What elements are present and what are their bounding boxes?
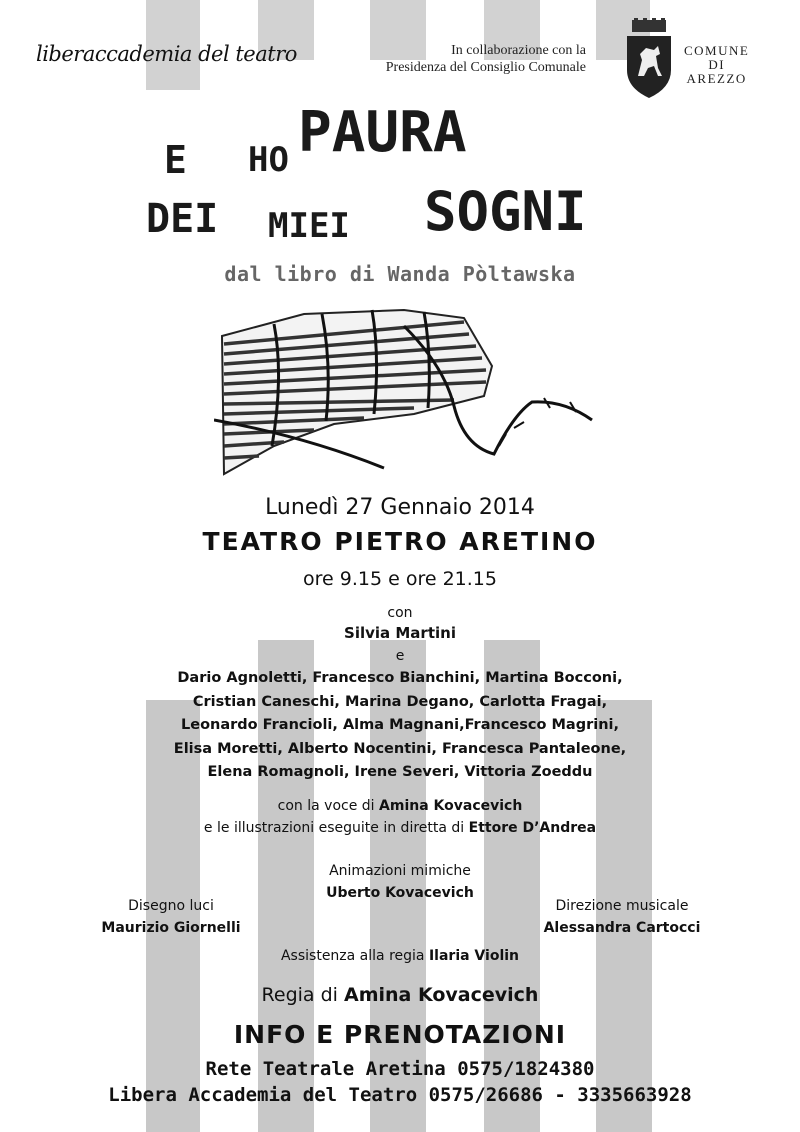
credit-and: e — [395, 648, 405, 664]
direction-name: Amina Kovacevich — [343, 984, 539, 1006]
direction-credit — [0, 984, 800, 1006]
lead-actor: Silvia Martini — [344, 624, 456, 642]
assistant-credit — [0, 945, 800, 967]
comune-label — [684, 44, 749, 86]
cast-list — [0, 667, 800, 785]
lights-credit — [86, 895, 256, 939]
mime-label: Animazioni mimiche — [329, 863, 471, 879]
title-word: MIEI — [268, 206, 350, 246]
direction-label: Regia di — [261, 984, 344, 1006]
collaboration-note — [386, 42, 586, 76]
lights-name: Maurizio Giornelli — [101, 920, 241, 936]
cast-line: Elena Romagnoli, Irene Severi, Vittoria Zoeddu — [207, 764, 593, 780]
info-phone-rete: Rete Teatrale Aretina 0575/1824380 — [205, 1058, 595, 1080]
title-word: SOGNI — [424, 180, 587, 243]
voice-name: Amina Kovacevich — [379, 798, 523, 814]
comune-line: DI — [708, 57, 726, 72]
title-word: PAURA — [298, 100, 467, 165]
music-label: Direzione musicale — [555, 898, 689, 914]
cast-line: Dario Agnoletti, Francesco Bianchini, Martina Bocconi, — [177, 670, 623, 686]
event-venue: TEATRO PIETRO ARETINO — [202, 527, 598, 556]
illustrations-credit — [0, 817, 800, 839]
barbed-wire-uniform-illustration — [214, 296, 604, 486]
comune-line: AREZZO — [686, 71, 747, 86]
cast-line: Elisa Moretti, Alberto Nocentini, Francesca Pantaleone, — [173, 740, 627, 757]
voice-credit — [0, 795, 800, 817]
title-word: DEI — [146, 196, 219, 242]
info-phone-libera: Libera Accademia del Teatro 0575/26686 - 3335663928 — [108, 1084, 692, 1106]
illustrations-label: e le illustrazioni eseguite in diretta di — [203, 820, 469, 836]
lights-label: Disegno luci — [128, 898, 214, 914]
illustrations-name: Ettore D’Andrea — [468, 820, 597, 836]
collaboration-line: In collaborazione con la — [451, 43, 586, 58]
assist-name: Ilaria Violin — [428, 948, 520, 964]
assist-label: Assistenza alla regia — [280, 948, 429, 964]
subtitle: dal libro di Wanda Pòltawska — [224, 262, 576, 286]
info-heading: INFO E PRENOTAZIONI — [233, 1020, 567, 1049]
event-times: ore 9.15 e ore 21.15 — [303, 568, 497, 590]
music-name: Alessandra Cartocci — [543, 920, 701, 936]
arezzo-crest-icon — [624, 18, 674, 98]
credit-with: con — [387, 605, 413, 621]
title-word: HO — [248, 140, 289, 180]
collaboration-line: Presidenza del Consiglio Comunale — [385, 60, 586, 75]
comune-line: COMUNE — [684, 43, 750, 58]
brand-logo-text: liberaccademia del teatro — [36, 42, 297, 66]
voice-label: con la voce di — [277, 798, 380, 814]
music-credit — [532, 895, 712, 939]
title-word: E — [164, 138, 187, 182]
mime-name: Uberto Kovacevich — [326, 885, 474, 901]
cast-line: Leonardo Francioli, Alma Magnani,Francesco Magrini, — [181, 717, 619, 733]
cast-line: Cristian Caneschi, Marina Degano, Carlotta Fragai, — [192, 693, 608, 710]
event-date: Lunedì 27 Gennaio 2014 — [265, 495, 535, 520]
